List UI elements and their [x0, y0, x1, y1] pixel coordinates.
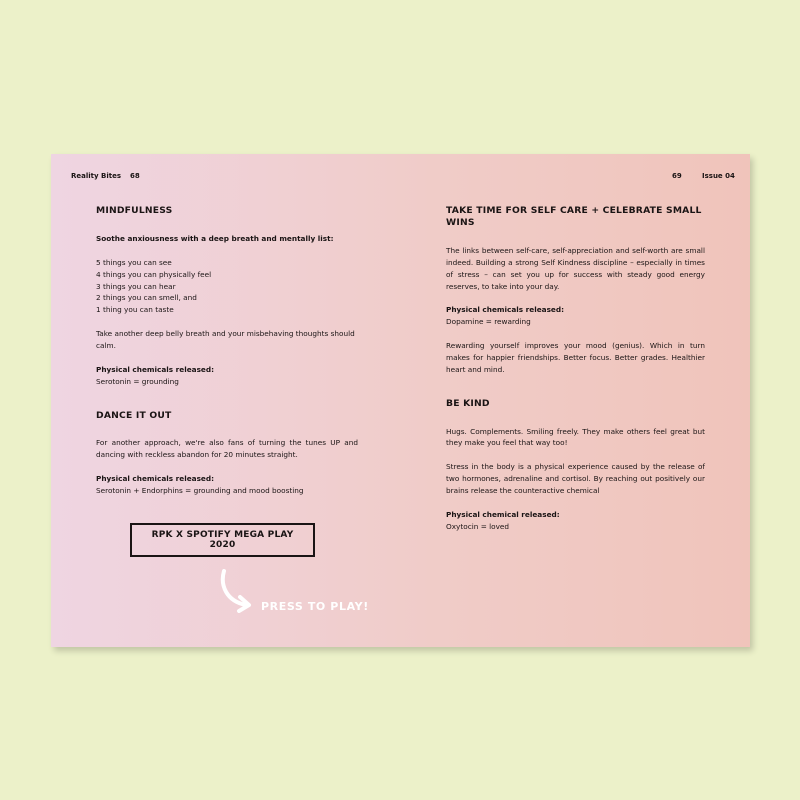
kind-chem-label: Physical chemical released:	[446, 509, 560, 519]
selfcare-body: The links between self-care, self-appreciation and self-worth are small indeed. Building a strong Self Kindness discipline – especially in times of stress – can set you up for success with steady good energy reserves, to take into your day.	[446, 245, 705, 291]
mindfulness-chem-label: Physical chemicals released:	[96, 364, 214, 374]
dance-chem-value: Serotonin + Endorphins = grounding and mood boosting	[96, 486, 304, 496]
list-item: 5 things you can see	[96, 257, 172, 267]
dance-chem-label: Physical chemicals released:	[96, 474, 214, 484]
list-item: 1 thing you can taste	[96, 305, 174, 315]
kind-body-2: Stress in the body is a physical experience caused by the release of two hormones, adrenaline and cortisol. By reaching out positively our brains release the counteractive chemical	[446, 462, 705, 496]
dance-body: For another approach, we're also fans of turning the tunes UP and dancing with reckless abandon for 20 minutes straight.	[96, 438, 358, 460]
press-to-play-label[interactable]: PRESS TO PLAY!	[261, 600, 369, 613]
right-page-number: 69	[672, 172, 682, 180]
selfcare-heading: TAKE TIME FOR SELF CARE + CELEBRATE SMALL WINS	[446, 205, 702, 228]
senses-list	[96, 257, 358, 317]
curved-arrow-icon	[216, 569, 264, 613]
selfcare-chem-label: Physical chemicals released:	[446, 305, 564, 315]
dance-heading: DANCE IT OUT	[96, 409, 172, 421]
list-item: 3 things you can hear	[96, 281, 176, 291]
issue-label: Issue 04	[702, 172, 735, 180]
kind-chem-value: Oxytocin = loved	[446, 521, 510, 531]
left-page-number: 68	[130, 172, 140, 180]
list-item: 4 things you can physically feel	[96, 269, 212, 279]
mindfulness-heading: MINDFULNESS	[96, 205, 173, 216]
kind-body: Hugs. Complements. Smiling freely. They make others feel great but they make you feel that way too!	[446, 426, 705, 448]
left-column	[96, 205, 358, 497]
mindfulness-intro: Soothe anxiousness with a deep breath and mentally list:	[96, 233, 334, 243]
kind-heading: BE KIND	[446, 397, 490, 409]
magazine-spread	[51, 154, 750, 647]
magazine-title: Reality Bites	[71, 172, 122, 180]
selfcare-chem-value: Dopamine = rewarding	[446, 317, 531, 327]
mindfulness-outro: Take another deep belly breath and your misbehaving thoughts should calm.	[96, 329, 355, 351]
right-column	[446, 205, 705, 533]
spotify-play-button[interactable]: RPK X SPOTIFY MEGA PLAY 2020	[130, 523, 315, 557]
selfcare-body-2: Rewarding yourself improves your mood (genius). Which in turn makes for happier friendships. Better focus. Better grades. Healthier heart and mind.	[446, 341, 705, 374]
list-item: 2 things you can smell, and	[96, 293, 197, 303]
mindfulness-chem-value: Serotonin = grounding	[96, 376, 179, 386]
